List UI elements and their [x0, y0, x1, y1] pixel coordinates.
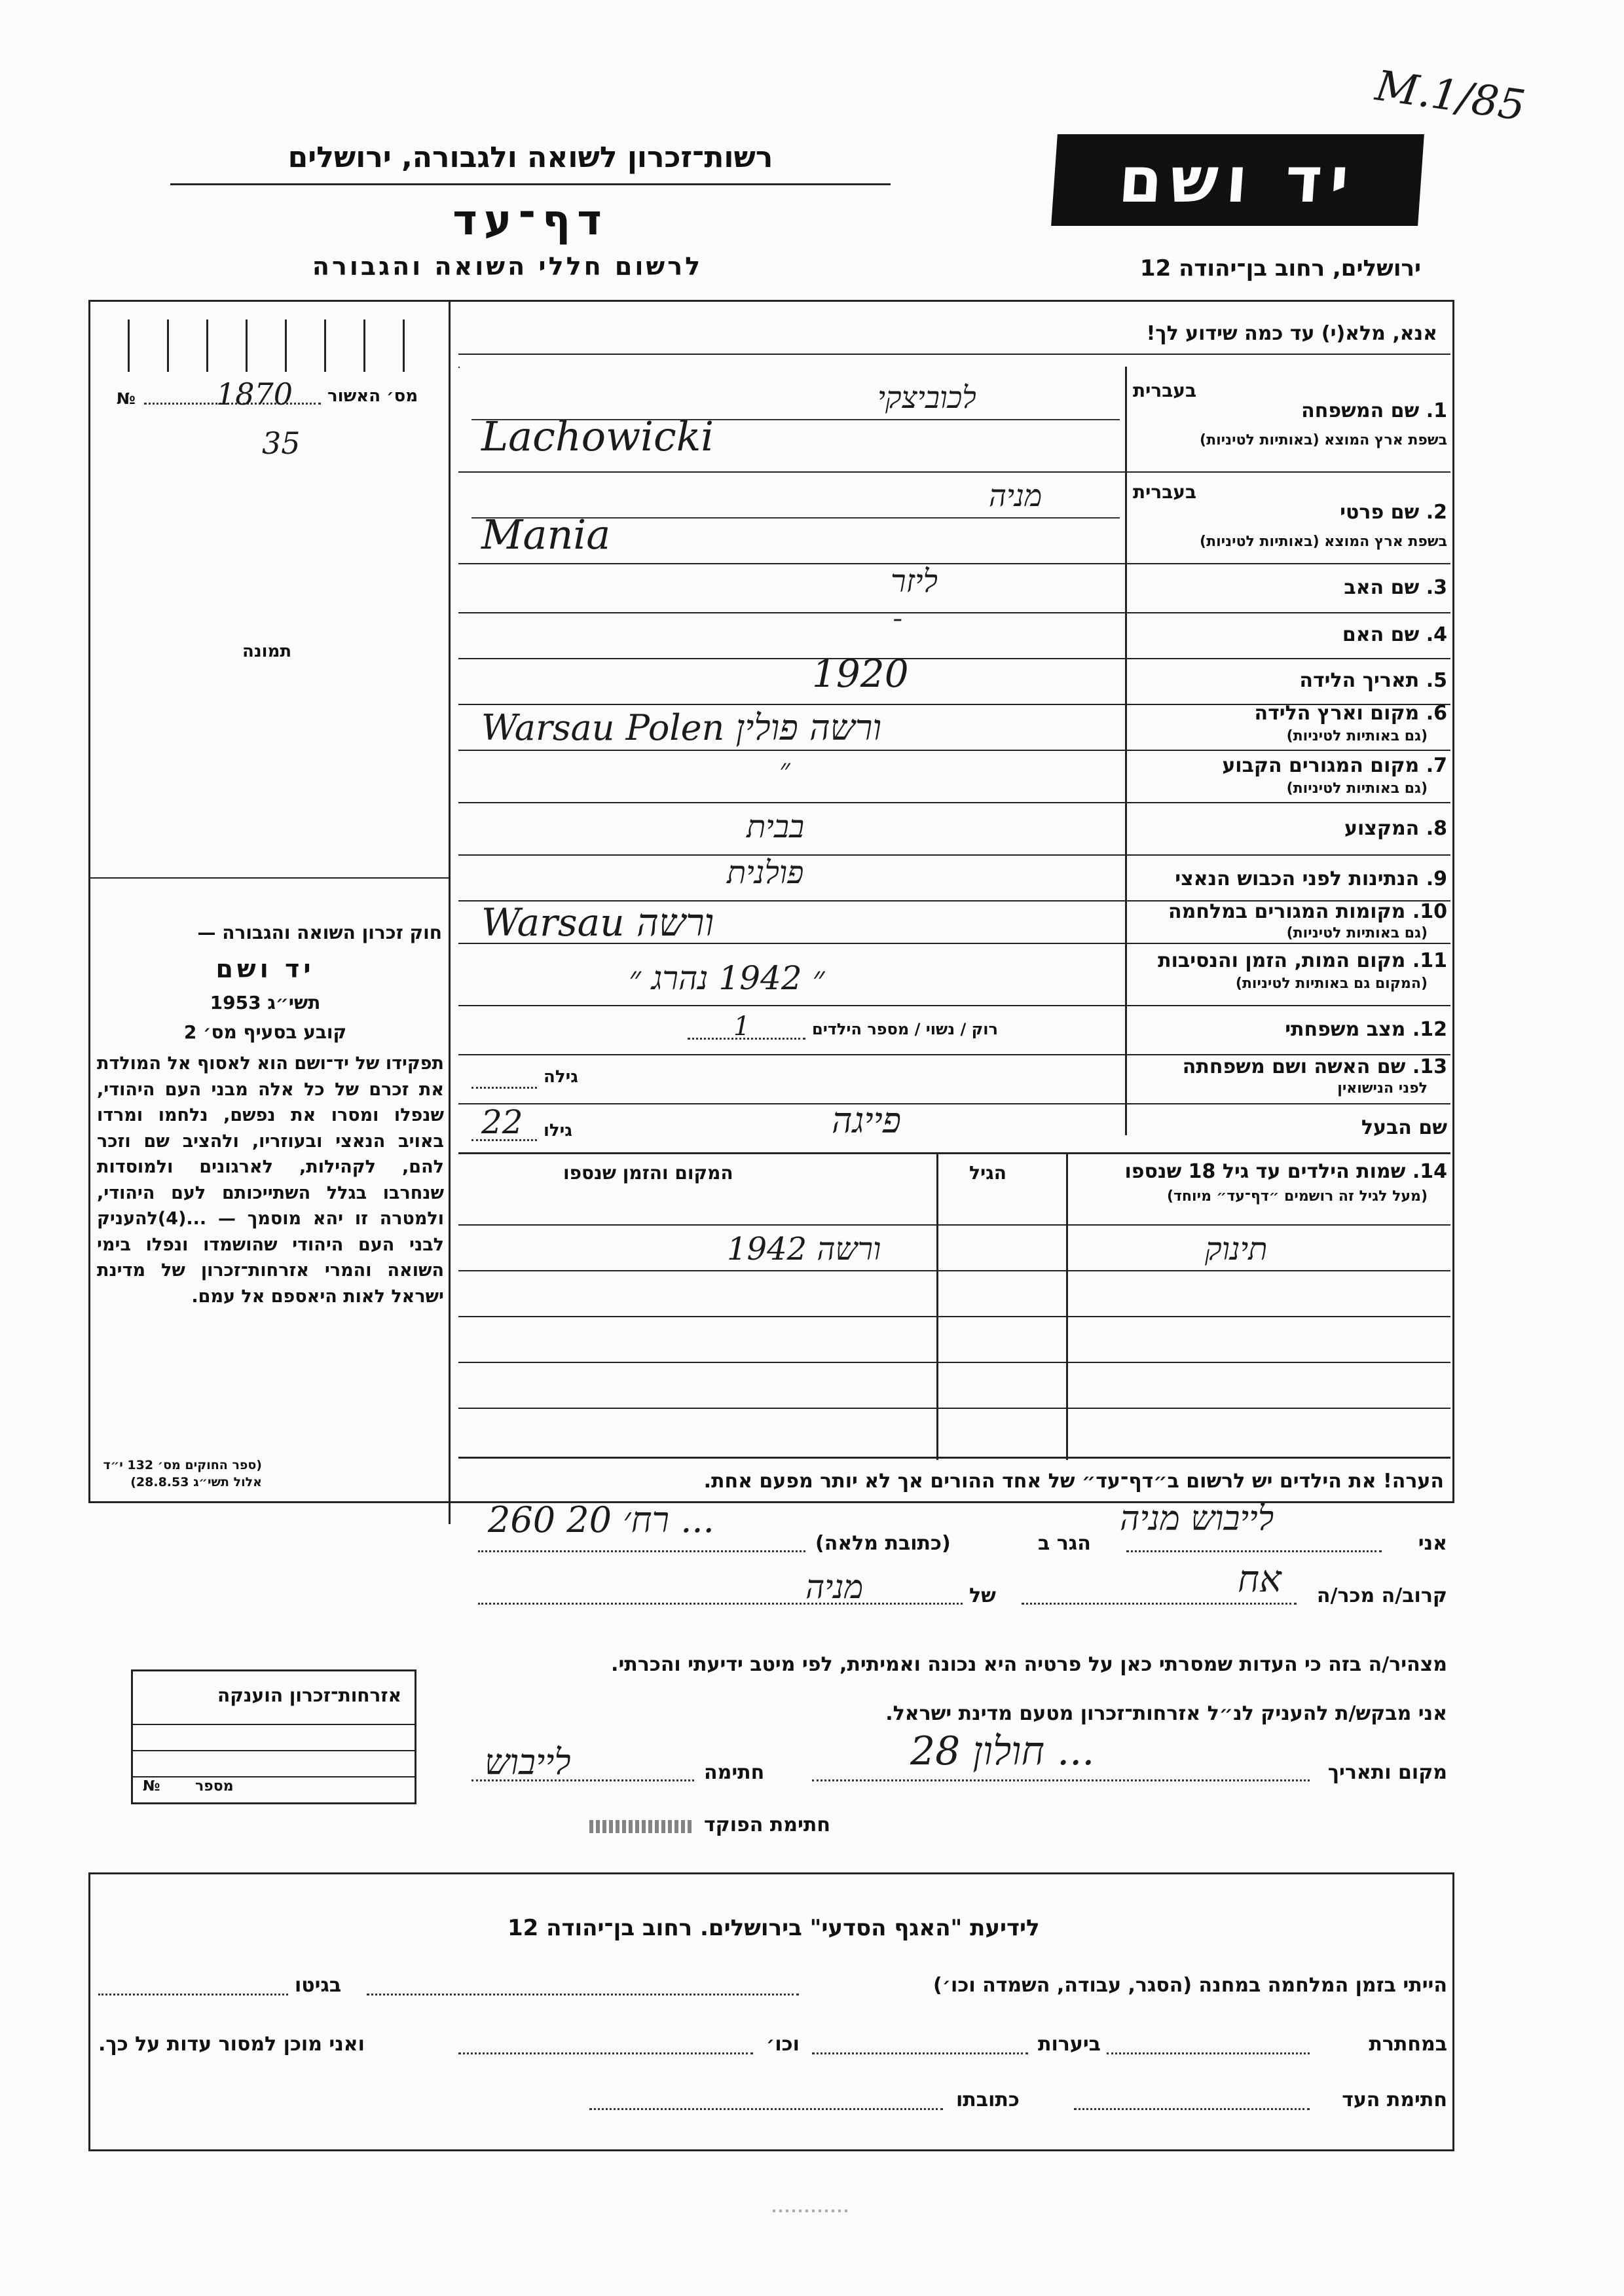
field-1-hw-latin: Lachowicki — [481, 412, 714, 460]
field-2-tag: בעברית — [1133, 481, 1197, 503]
declarant-hw-address: 260 רח׳ 20 ... — [488, 1499, 714, 1540]
law-body: תפקידו של יד־ושם הוא לאסוף אל המולדת את זכרם של כל אלה מבני העם היהודי, שנפלו ומסרו את נפשם, נלחמו ומרדו באויב הנאצי ובעוזריו, ולהציב שם וזכר להם, לקהילות, לארגונים ולמוסדות שנחרבו בגלל השתייכותם לעם היהודי, ולמטרה זו יהא מוסמך — ...(4)להעניק לבני העם היהודי שהושמדו ונפלו בימי השואה והמרי אזרחות־זכרון של מדינת ישראל לאות היאספם אל עמם. — [97, 1053, 444, 1307]
yad-vashem-logo — [1051, 134, 1424, 226]
field-10-hw: Warsau ורשה — [481, 900, 714, 945]
official-stamp — [589, 1820, 694, 1833]
bottom-address: כתובתו — [956, 2088, 1020, 2111]
field-13-age-label: גילה — [544, 1067, 578, 1087]
field-5-hw: 1920 — [812, 651, 909, 696]
field-2-sub: בשפת ארץ המוצא (באותיות לטיניות) — [1200, 534, 1447, 550]
field-11-label: 11. מקום המות, הזמן והנסיבות — [1158, 949, 1447, 972]
declarant-resides: הגר ב — [1038, 1532, 1091, 1555]
form-name: דף־עד — [452, 196, 608, 245]
field-9-label: 9. הנתינות לפני הכבוש הנאצי — [1175, 867, 1447, 890]
field-2-label: 2. שם פרטי — [1340, 501, 1447, 524]
field-4-hw: ־ — [891, 613, 901, 643]
husband-hw-age: 22 — [481, 1103, 523, 1141]
approval-no-sign: № — [117, 390, 136, 408]
signature-hw: לייבוש — [485, 1741, 571, 1783]
field-6-label: 6. מקום וארץ הלידה — [1254, 702, 1447, 725]
field-12-options: רוק / נשוי / מספר הילדים — [812, 1020, 998, 1038]
approval-cells — [88, 300, 449, 372]
bottom-ready: ואני מוכן למסור עדות על כך. — [98, 2033, 365, 2056]
declarant-hw-of: מניה — [805, 1568, 864, 1606]
citizenship-number-label: מספר — [195, 1778, 234, 1795]
declarant-hw-name: לייבוש מניה — [1120, 1499, 1274, 1539]
bottom-ghetto: בגיטו — [295, 1974, 342, 1997]
field-2-hw-hebrew: מניה — [989, 478, 1043, 513]
field-6-hw: Warsau Polen ורשה פולין — [481, 707, 882, 748]
declarant-address-label: (כתובת מלאה) — [815, 1532, 951, 1555]
field-7-label: 7. מקום המגורים הקבוע — [1222, 754, 1447, 777]
children-hw-name: תינוק — [1205, 1231, 1268, 1267]
bottom-etc: וכו׳ — [766, 2033, 800, 2056]
law-logo-text: יד ושם — [215, 955, 315, 983]
form-subtitle: לרשום חללי השואה והגבורה — [312, 252, 703, 281]
children-hw-place: ורשה 1942 — [727, 1231, 881, 1267]
children-col-place: המקום והזמן שנספו — [563, 1162, 733, 1184]
approval-number-hw: 1870 — [216, 376, 293, 412]
bottom-underground: במחתרת — [1369, 2033, 1447, 2056]
field-12-label: 12. מצב משפחתי — [1285, 1018, 1447, 1041]
field-2-hw-latin: Mania — [481, 511, 611, 558]
file-number: M.1/85 — [1372, 62, 1528, 131]
field-1-tag: בעברית — [1133, 380, 1197, 401]
logo-text: יד ושם — [1116, 143, 1359, 217]
bottom-witness-sig: חתימת העד — [1342, 2088, 1447, 2111]
official-signature-label: חתימת הפוקד — [704, 1813, 830, 1836]
law-clause: קובע בסעיף מס׳ 2 — [183, 1021, 347, 1043]
husband-label: שם הבעל — [1361, 1116, 1447, 1139]
field-9-hw: פולנית — [727, 854, 804, 891]
citizenship-box — [131, 1669, 416, 1804]
declarant-statement: מצהיר/ה בזה כי העדות שמסרתי כאן על פרטיה היא נכונה ואמיתית, לפי מיטב ידיעתי והכרתי. — [611, 1653, 1447, 1676]
scan-mark — [773, 2210, 851, 2212]
field-7-hw: ״ — [779, 753, 790, 786]
header-address: ירושלים, רחוב בן־יהודה 12 — [1139, 255, 1421, 282]
declarant-of-label: של — [969, 1584, 996, 1607]
top-instruction: אנא, מלא(י) עד כמה שידוע לך! — [1146, 322, 1437, 345]
field-1-label: 1. שם המשפחה — [1301, 399, 1447, 422]
field-11-sub: (המקום גם באותיות לטיניות) — [1235, 975, 1428, 992]
declarant-ani: אני — [1418, 1532, 1447, 1555]
declarant-relative-label: קרוב/ה מכר/ה — [1316, 1584, 1447, 1607]
field-7-sub: (גם באותיות לטיניות) — [1286, 780, 1428, 797]
law-reference: (ספר החוקים מס׳ 132 י״ד אלול תשי״ג 28.8.53) — [103, 1458, 262, 1489]
declarant-request: אני מבקש/ת להעניק לנ״ל אזרחות־זכרון מטעם מדינת ישראל. — [885, 1702, 1447, 1725]
law-logo — [196, 953, 334, 985]
field-11-hw: ״ 1942 נהרג ״ — [629, 959, 825, 997]
bottom-line1: הייתי בזמן המלחמה במחנה (הסגר, עבודה, השמדה וכו׳) — [933, 1974, 1447, 1997]
field-1-sub: בשפת ארץ המוצא (באותיות לטיניות) — [1200, 432, 1447, 448]
children-sub: (מעל לגיל זה רושמים ״דף־עד״ מיוחד) — [1166, 1188, 1428, 1205]
husband-age-label: גילו — [544, 1121, 572, 1140]
bottom-title: לידיעת "האגף הסדעי" בירושלים. רחוב בן־יהודה 12 — [507, 1915, 1040, 1941]
field-12-hw: 1 — [733, 1011, 750, 1042]
field-8-hw: בבית — [747, 809, 805, 845]
left-column-divider — [449, 300, 451, 1524]
field-10-sub: (גם באותיות לטיניות) — [1286, 925, 1428, 941]
place-date-hw: חולון 28 ... — [910, 1728, 1095, 1774]
approval-number-hw2: 35 — [262, 426, 301, 461]
law-year: תשי״ג 1953 — [210, 992, 321, 1013]
field-13-label: 13. שם האשה ושם משפחתה — [1182, 1055, 1447, 1078]
law-title: חוק זכרון השואה והגבורה — — [197, 922, 442, 943]
place-date-label: מקום ותאריך — [1327, 1761, 1447, 1784]
note-text: הערה! את הילדים יש לרשום ב״דף־עד״ של אחד ההורים אך לא יותר מפעם אחת. — [703, 1470, 1444, 1493]
field-13-sub: לפני הנישואין — [1337, 1080, 1428, 1097]
field-4-label: 4. שם האם — [1342, 623, 1447, 646]
signature-label: חתימה — [704, 1761, 765, 1784]
field-1-hw-hebrew: לכוביצקי — [877, 380, 976, 415]
field-3-label: 3. שם האב — [1344, 576, 1447, 599]
citizenship-no-sign: № — [143, 1778, 160, 1795]
husband-hw-name: פייגה — [832, 1100, 902, 1141]
field-8-label: 8. המקצוע — [1344, 817, 1447, 840]
field-3-hw: ליזר — [891, 563, 938, 600]
field-10-label: 10. מקומות המגורים במלחמה — [1168, 900, 1447, 923]
label-column-divider — [1125, 367, 1127, 1135]
field-5-label: 5. תאריך הלידה — [1299, 669, 1447, 692]
approval-label: מס׳ האשור — [327, 386, 418, 406]
declarant-hw-relation: אח — [1238, 1558, 1282, 1601]
children-label: 14. שמות הילדים עד גיל 18 שנספו — [1124, 1160, 1447, 1183]
citizenship-title: אזרחות־זכרון הוענקה — [217, 1685, 401, 1706]
children-col-age: הגיל — [969, 1162, 1006, 1184]
org-title: רשות־זכרון לשואה ולגבורה, ירושלים — [287, 141, 773, 174]
photo-label: תמונה — [242, 642, 292, 661]
field-6-sub: (גם באותיות לטיניות) — [1286, 728, 1428, 744]
bottom-forests: ביערות — [1038, 2033, 1101, 2056]
